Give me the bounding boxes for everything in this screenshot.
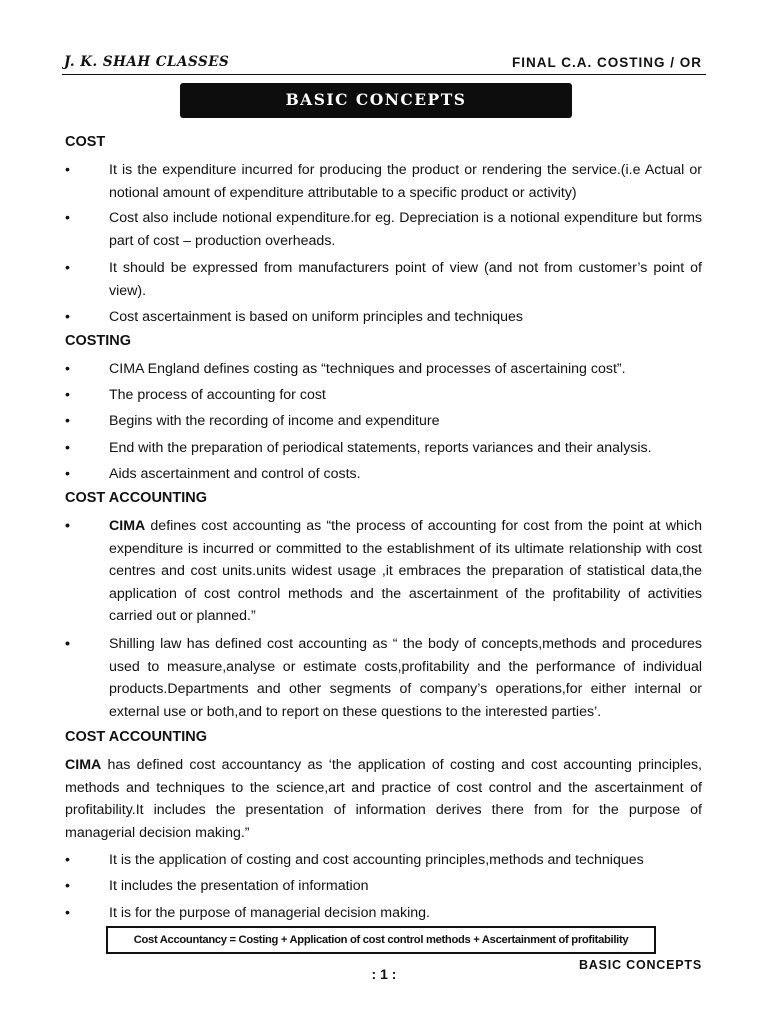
list-item: • It includes the presentation of information: [65, 878, 369, 894]
header-rule: [62, 74, 706, 75]
list-item: • End with the preparation of periodical statements, reports variances and their analysis.: [65, 440, 652, 456]
list-item: • CIMA England defines costing as “techniques and processes of ascertaining cost”.: [65, 361, 626, 377]
definition-paragraph: CIMA has defined cost accountancy as ‘the application of costing and cost accounting principles, methods and techniques to the science,art and practice of cost control and the ascertainment of profitability.It includes the presentation of information derives there from for the purpose of managerial decision making.”: [65, 757, 702, 841]
section-heading-cost-accountancy: COST ACCOUNTING: [65, 729, 208, 745]
list-item: • The process of accounting for cost: [65, 387, 326, 403]
list-item: • Cost also include notional expenditure.for eg. Depreciation is a notional expenditure but forms part of cost – production overheads.: [65, 210, 702, 249]
section-heading-cost-accounting: COST ACCOUNTING: [65, 490, 208, 506]
header-course: FINAL C.A. COSTING / OR: [511, 55, 702, 70]
list-item: • It should be expressed from manufacturers point of view (and not from customer’s point of view).: [65, 260, 702, 299]
list-item: • CIMA defines cost accounting as “the process of accounting for cost from the point at which expenditure is incurred or committed to the establishment of its ultimate relationship with cost centres and cost units.units widest usage ,it embraces the preparation of statistical data,the application of cost control methods and the ascertainment of the profitability of activities carried out or planned.”: [65, 518, 702, 624]
formula-box: Cost Accountancy = Costing + Application of cost control methods + Ascertainment of profitability: [106, 926, 656, 954]
list-item: • It is the expenditure incurred for producing the product or rendering the service.(i.e Actual or notional amount of expenditure attributable to a specific product or activity): [65, 162, 702, 201]
list-item: • Shilling law has defined cost accounting as “ the body of concepts,methods and procedures used to measure,analyse or estimate costs,profitability and the performance of individual products.Departments and other segments of company’s operations,for either internal or external use or both,and to report on these questions to the interested parties’.: [65, 636, 702, 720]
page-title: BASIC CONCEPTS: [180, 83, 572, 118]
list-item: • Cost ascertainment is based on uniform principles and techniques: [65, 309, 524, 325]
list-item: • Aids ascertainment and control of costs.: [65, 466, 361, 482]
page-number: : 1 :: [371, 966, 397, 982]
list-item: • It is for the purpose of managerial decision making.: [65, 905, 430, 921]
section-heading-cost: COST: [65, 134, 106, 150]
section-heading-costing: COSTING: [65, 333, 132, 349]
header-institute: J. K. SHAH CLASSES: [64, 54, 230, 70]
list-item: • It is the application of costing and cost accounting principles,methods and techniques: [65, 852, 644, 868]
list-item: • Begins with the recording of income and expenditure: [65, 413, 440, 429]
footer-chapter: BASIC CONCEPTS: [578, 958, 702, 972]
